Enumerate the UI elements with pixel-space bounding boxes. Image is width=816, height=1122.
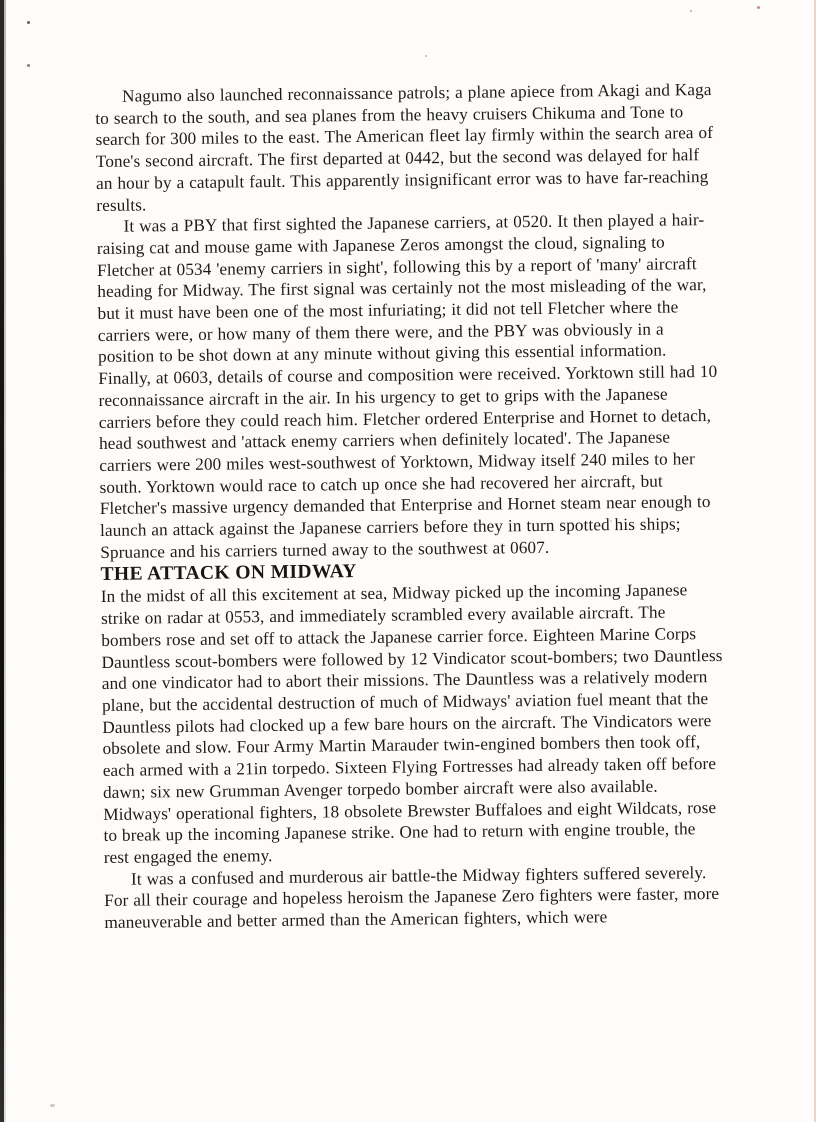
scan-speck	[425, 55, 427, 57]
paragraph-air-battle: It was a confused and murderous air battle-the Midway fighters suffered severely. For all their courage and hopeless heroism the Japanese Zero fighters were faster, more maneuverable and better armed than the American fighters, which were	[104, 862, 720, 932]
scan-edge-left-shadow	[4, 0, 6, 1122]
paragraph-pby-sighting: It was a PBY that first sighted the Japanese carriers, at 0520. It then played a hair-raising cat and mouse game with Japanese Zeros amongst the cloud, signaling to Fletcher at 0534 'enemy carriers in sight', following this by a report of 'many' aircraft heading for Midway. The first signal was certainly not the most misleading of the war, but it must have been one of the most infuriating; it did not tell Fletcher where the carriers were, or how many of them there were, and the PBY was obviously in a position to be shot down at any minute without giving this essential information. Finally, at 0603, details of course and composition were received. Yorktown still had 10 reconnaissance aircraft in the air. In his urgency to get to grips with the Japanese carriers before they could reach him. Fletcher ordered Enterprise and Hornet to detach, head southwest and 'attack enemy carriers when definitely located'. The Japanese carriers were 200 miles west-southwest of Yorktown, Midway itself 240 miles to her south. Yorktown would race to catch up once she had recovered her aircraft, but Fletcher's massive urgency demanded that Enterprise and Hornet steam near enough to launch an attack against the Japanese carriers before they in turn spotted his ships; Spruance and his carriers turned away to the southwest at 0607.	[96, 210, 718, 562]
scan-speck	[690, 10, 692, 12]
scan-speck	[27, 21, 30, 24]
scan-speck	[757, 6, 760, 9]
section-heading-attack-on-midway: THE ATTACK ON MIDWAY	[100, 561, 357, 586]
scan-speck	[27, 64, 30, 67]
paragraph-reconnaissance-patrols: Nagumo also launched reconnaissance patrols; a plane apiece from Akagi and Kaga to search to the south, and sea planes from the heavy cruisers Chikuma and Tone to search for 300 miles to the east. The American fleet lay firmly within the search area of Tone's second aircraft. The first departed at 0442, but the second was delayed for half an hour by a catapult fault. This apparently insignificant error was to have far-reaching results.	[95, 80, 714, 215]
paragraph-midway-scramble: In the midst of all this excitement at sea, Midway picked up the incoming Japanese strike on radar at 0553, and immediately scrambled every available aircraft. The bombers rose and set off to attack the Japanese carrier force. Eighteen Marine Corps Dauntless scout-bombers were followed by 12 Vindicator scout-bombers; two Dauntless and one vindicator had to abort their missions. The Dauntless was a relatively modern plane, but the accidental destruction of much of Midways' aviation fuel meant that the Dauntless pilots had clocked up a few bare hours on the aircraft. The Vindicators were obsolete and slow. Four Army Martin Marauder twin-engined bombers then took off, each armed with a 21in torpedo. Sixteen Flying Fortresses had already taken off before dawn; six new Grumman Avenger torpedo bomber aircraft were also available. Midways' operational fighters, 18 obsolete Brewster Buffaloes and eight Wildcats, rose to break up the incoming Japanese strike. One had to return with engine trouble, the rest engaged the enemy.	[100, 580, 723, 867]
page-text-block	[95, 79, 727, 934]
scan-speck	[50, 1104, 55, 1107]
